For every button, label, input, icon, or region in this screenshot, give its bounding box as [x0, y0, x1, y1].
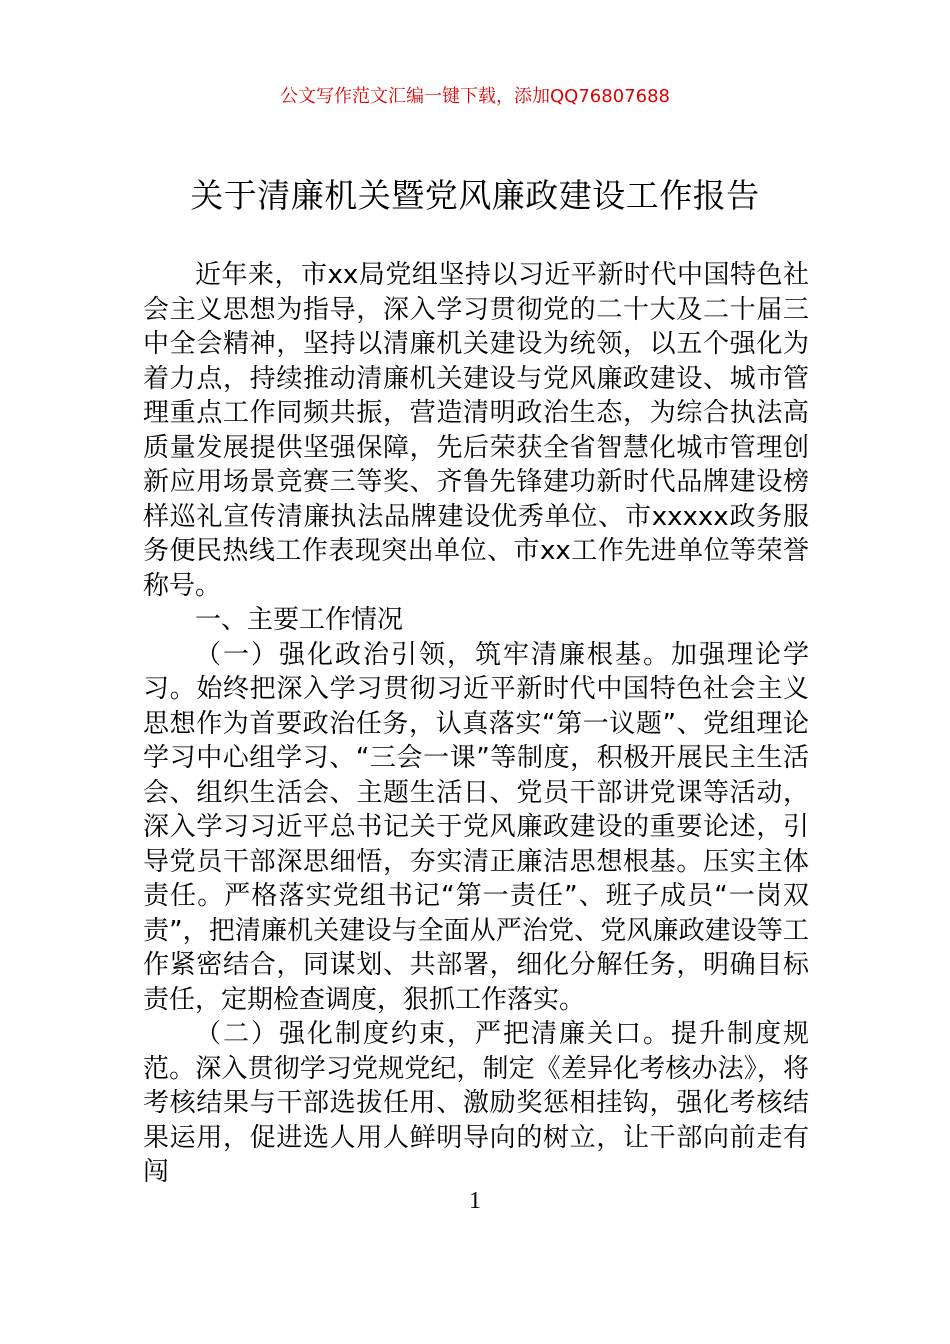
document-body [143, 258, 809, 1190]
document-title: 关于清廉机关暨党风廉政建设工作报告 [190, 176, 760, 215]
download-notice: 公文写作范文汇编一键下载，添加QQ76807688 [280, 86, 670, 107]
paragraph-institutional-constraints: （二）强化制度约束，严把清廉关口。提升制度规范。深入贯彻学习党规党纪，制定《差异化考核办法》，将考核结果与干部选拔任用、激励奖惩相挂钩，强化考核结果运用，促进选人用人鲜明导向的树立，让干部向前走有闯 [143, 1019, 809, 1187]
paragraph-political-leadership: （一）强化政治引领，筑牢清廉根基。加强理论学习。始终把深入学习贯彻习近平新时代中国特色社会主义思想作为首要政治任务，认真落实“第一议题”、党组理论学习中心组学习、“三会一课”等制度，积极开展民主生活会、组织生活会、主题生活日、党员干部讲党课等活动，深入学习习近平总书记关于党风廉政建设的重要论述，引导党员干部深思细悟，夯实清正廉洁思想根基。压实主体责任。严格落实党组书记“第一责任”、班子成员“一岗双责”，把清廉机关建设与全面从严治党、党风廉政建设等工作紧密结合，同谋划、共部署，细化分解任务，明确目标责任，定期检查调度，狠抓工作落实。 [143, 639, 809, 1015]
page-number: 1 [469, 1188, 481, 1214]
intro-paragraph: 近年来，市xx局党组坚持以习近平新时代中国特色社会主义思想为指导，深入学习贯彻党的二十大及二十届三中全会精神，坚持以清廉机关建设为统领，以五个强化为着力点，持续推动清廉机关建设与党风廉政建设、城市管理重点工作同频共振，营造清明政治生态，为综合执法高质量发展提供坚强保障，先后荣获全省智慧化城市管理创新应用场景竞赛三等奖、齐鲁先锋建功新时代品牌建设榜样巡礼宣传清廉执法品牌建设优秀单位、市xxxxx政务服务便民热线工作表现突出单位、市xx工作先进单位等荣誉称号。 [143, 260, 809, 601]
section-heading-main-work: 一、主要工作情况 [195, 605, 404, 635]
